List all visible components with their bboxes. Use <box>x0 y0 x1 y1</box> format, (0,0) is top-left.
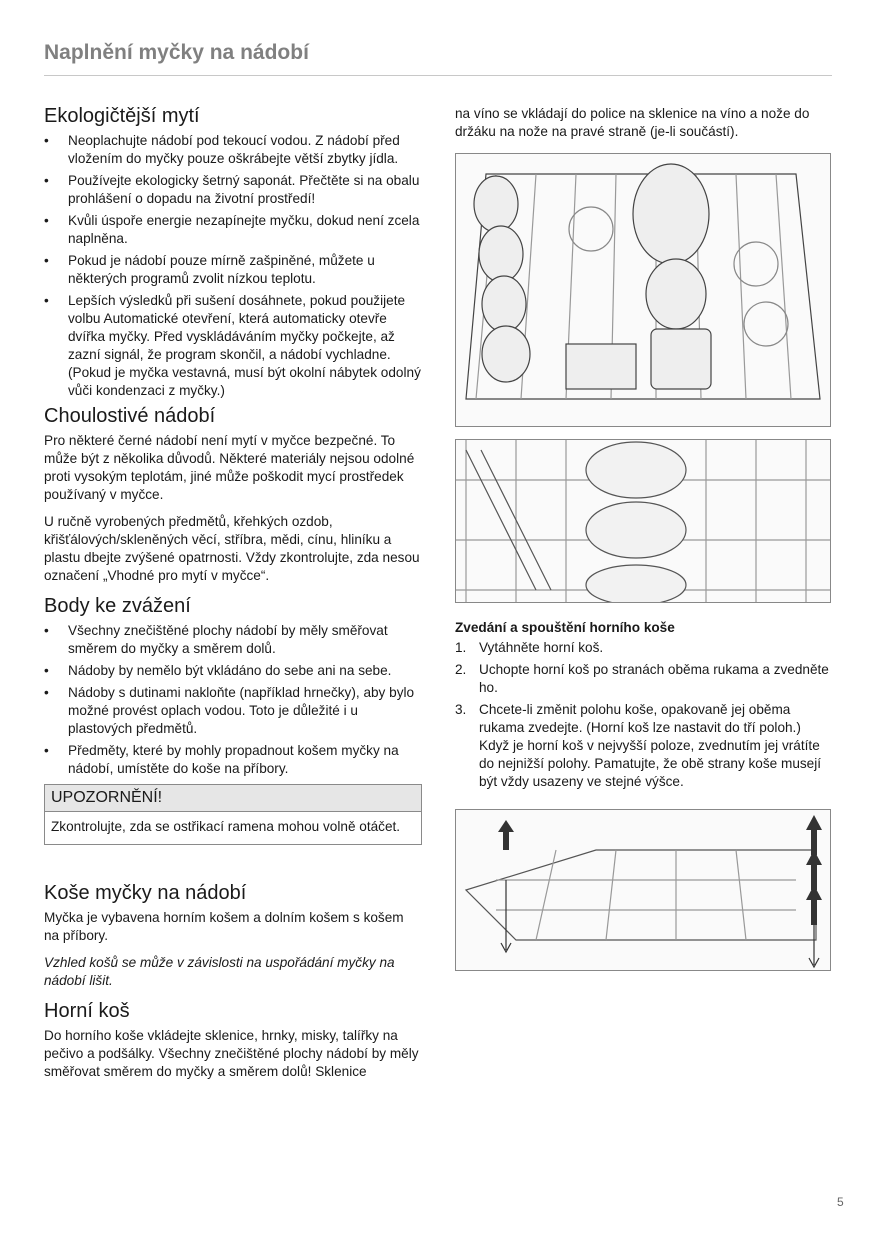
step-text: Vytáhněte horní koš. <box>479 640 604 655</box>
step-text: Chcete-li změnit polohu koše, opakovaně jej oběma rukama zvedejte. (Horní koš lze nastavit do tří poloh.) Když je horní koš v nejvyšší poloze, zvednutím jej vrátíte do nejnižší polohy. Pamatujte, že obě strany koše musejí být vždy usazeny ve stejné výšce. <box>479 702 822 789</box>
lift-heading: Zvedání a spouštění horního koše <box>455 620 675 635</box>
heading-upper: Horní koš <box>44 1000 130 1022</box>
list-item: • Nádoby s dutinami nakloňte (například hrnečky), aby bylo možné provést oplach vodou. Toto je důležité i u plastových předmětů. <box>44 684 422 738</box>
heading-eco: Ekologičtější mytí <box>44 105 200 127</box>
list-item: • Používejte ekologicky šetrný saponát. Přečtěte si na obalu prohlášení o dopadu na životní prostředí! <box>44 172 422 208</box>
left-column <box>44 104 422 1090</box>
step-text: Uchopte horní koš po stranách oběma rukama a zvedněte ho. <box>479 662 829 695</box>
step-item <box>455 661 831 697</box>
list-item: • Předměty, které by mohly propadnout košem myčky na nádobí, umístěte do koše na příbory. <box>44 742 422 778</box>
divider <box>44 75 832 76</box>
warning-text: Zkontrolujte, zda se ostřikací ramena mohou volně otáčet. <box>51 819 401 834</box>
list-item: • Neoplachujte nádobí pod tekoucí vodou. Z nádobí před vložením do myčky pouze oškrábejte větší zbytky jídla. <box>44 132 422 168</box>
right-column <box>455 105 831 987</box>
list-item: • Pokud je nádobí pouze mírně zašpiněné, můžete u některých programů zvolit nízkou teplotu. <box>44 252 422 288</box>
step-number: 2. <box>455 662 467 677</box>
step-number: 1. <box>455 640 467 655</box>
page-number: 5 <box>837 1195 844 1209</box>
dish-rack-image <box>456 154 830 426</box>
warning-box <box>44 784 422 845</box>
consider-list <box>44 622 422 778</box>
basket-height-illustration <box>455 809 831 971</box>
step-item <box>455 639 831 657</box>
basket-lift-image <box>456 810 830 970</box>
list-item: • Lepších výsledků při sušení dosáhnete, pokud použijete volbu Automatické otevření, která automaticky otevře dvířka myčky. Před vyskládáváním myčky počkejte, až zazní signál, že program skončil, a nádobí vychladne. (Pokud je myčka vestavná, musí být okolní nábytek odolný vůči kondenzaci z myčky.) <box>44 292 422 400</box>
wine-rack-image <box>456 440 830 602</box>
step-item <box>455 701 831 791</box>
list-item: • Kvůli úspoře energie nezapínejte myčku, dokud není zcela naplněna. <box>44 212 422 248</box>
paragraph: Pro některé černé nádobí není mytí v myčce bezpečné. To může být z několika důvodů. Některé materiály nejsou odolné proti vysokým teplotám, jiné může poškodit mycí prostředek používaný v myčce. <box>44 433 415 502</box>
list-item: • Všechny znečištěné plochy nádobí by měly směřovat směrem do myčky a směrem dolů. <box>44 622 422 658</box>
note: Vzhled košů se může v závislosti na uspořádání myčky na nádobí lišit. <box>44 955 395 988</box>
upper-basket-illustration <box>455 153 831 427</box>
paragraph: U ručně vyrobených předmětů, křehkých ozdob, křišťálových/skleněných věcí, stříbra, mědi, cínu, hliníku a plastu dbejte zvýšené opatrnosti. Vždy zkontrolujte, zda nesou označení „Vhodné pro mytí v myčce“. <box>44 514 420 583</box>
paragraph: Myčka je vybavena horním košem a dolním košem s košem na příbory. <box>44 910 404 943</box>
page-title: Naplnění myčky na nádobí <box>44 41 309 64</box>
warning-title: UPOZORNĚNÍ! <box>45 785 421 812</box>
lift-steps <box>455 639 831 791</box>
heading-fragile: Choulostivé nádobí <box>44 405 216 427</box>
eco-list <box>44 132 422 400</box>
heading-baskets: Koše myčky na nádobí <box>44 882 247 904</box>
step-number: 3. <box>455 702 467 717</box>
wine-glass-rack-illustration <box>455 439 831 603</box>
paragraph: na víno se vkládají do police na sklenice na víno a nože do držáku na nože na pravé straně (je-li součástí). <box>455 106 810 139</box>
heading-consider: Body ke zvážení <box>44 595 191 617</box>
list-item: • Nádoby by nemělo být vkládáno do sebe ani na sebe. <box>44 662 422 680</box>
paragraph: Do horního koše vkládejte sklenice, hrnky, misky, talířky na pečivo a podšálky. Všechny znečištěné plochy nádobí by měly směřovat směrem do myčky a směrem dolů! Sklenice <box>44 1028 419 1079</box>
